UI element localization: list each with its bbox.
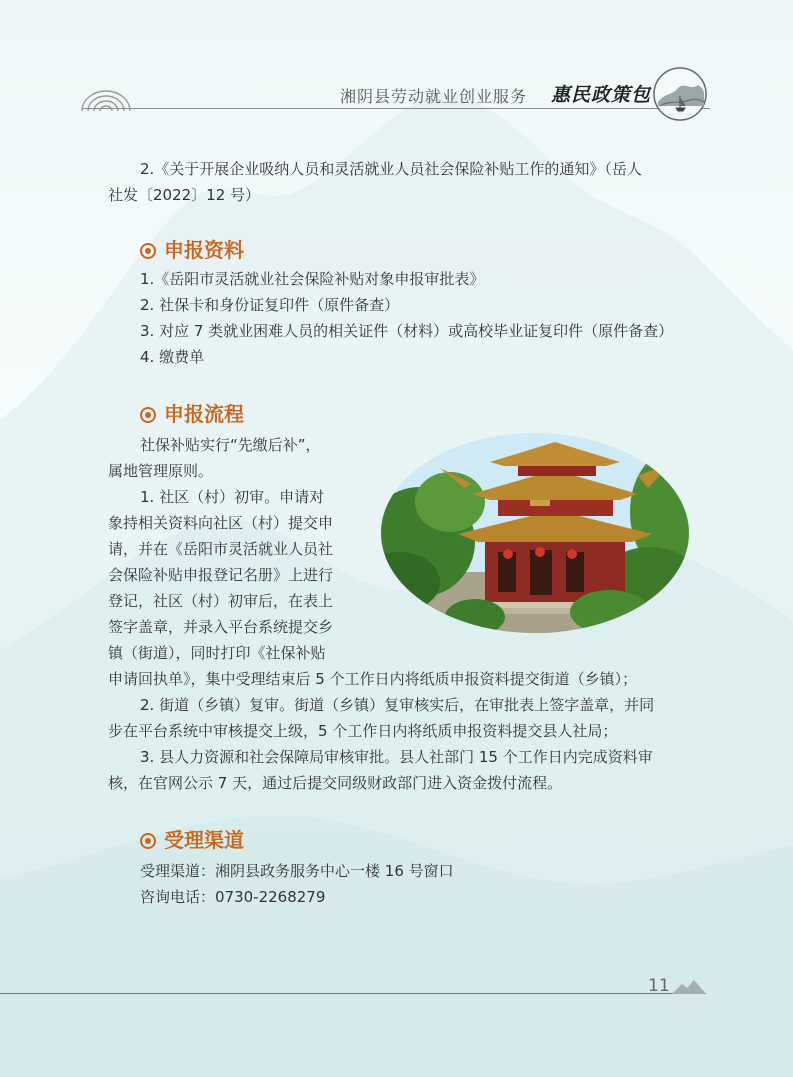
process-line: 申请回执单》，集中受理结束后 5 个工作日内将纸质申报资料提交街道（乡镇）； [108, 670, 638, 688]
process-line: 签字盖章，并录入平台系统提交乡 [108, 618, 334, 636]
process-line: 属地管理原则。 [108, 462, 214, 480]
process-line: 步在平台系统中审核提交上级，5 个工作日内将纸质申报资料提交县人社局； [108, 722, 618, 740]
process-line: 核，在官网公示 7 天，通过后提交同级财政部门进入资金拨付流程。 [108, 774, 563, 792]
list-item: 2. 社保卡和身份证复印件（原件备查） [140, 296, 400, 314]
list-item: 4. 缴费单 [140, 348, 205, 366]
channel-place: 受理渠道：湘阴县政务服务中心一楼 16 号窗口 [140, 862, 454, 880]
intro-line-2: 社发〔2022〕12 号） [108, 186, 261, 204]
temple-photo [380, 432, 690, 634]
process-line: 镇（街道），同时打印《社保补贴 [108, 644, 326, 662]
circle-bullet-icon [140, 243, 156, 259]
intro-line-1: 2.《关于开展企业吸纳人员和灵活就业人员社会保险补贴工作的通知》（岳人 [140, 160, 642, 178]
process-line: 社保补贴实行“先缴后补”， [140, 436, 321, 454]
process-line: 请，并在《岳阳市灵活就业人员社 [108, 540, 334, 558]
process-heading: 申报流程 [140, 398, 244, 427]
circle-bullet-icon [140, 833, 156, 849]
header-title: 湘阴县劳动就业创业服务 [340, 87, 528, 106]
mountain-peak-icon [672, 978, 706, 994]
header-slogan: 惠民政策包 [551, 84, 652, 106]
list-item: 3. 对应 7 类就业困难人员的相关证件（材料）或高校毕业证复印件（原件备查） [140, 322, 674, 340]
circle-bullet-icon [140, 407, 156, 423]
process-line: 3. 县人力资源和社会保障局审核审批。县人社部门 15 个工作日内完成资料审 [140, 748, 653, 766]
footer-rule [0, 993, 706, 994]
page-number: 11 [648, 976, 670, 996]
process-line: 2. 街道（乡镇）复审。街道（乡镇）复审核实后，在审批表上签字盖章，并同 [140, 696, 655, 714]
process-line: 1. 社区（村）初审。申请对 [140, 488, 325, 506]
channel-heading: 受理渠道 [140, 824, 244, 853]
channel-phone: 咨询电话：0730-2268279 [140, 888, 326, 906]
process-line: 登记，社区（村）初审后，在表上 [108, 592, 334, 610]
materials-heading: 申报资料 [140, 234, 244, 263]
list-item: 1.《岳阳市灵活就业社会保险补贴对象申报审批表》 [140, 270, 485, 288]
process-line: 会保险补贴申报登记名册》上进行 [108, 566, 334, 584]
process-line: 象持相关资料向社区（村）提交申 [108, 514, 334, 532]
